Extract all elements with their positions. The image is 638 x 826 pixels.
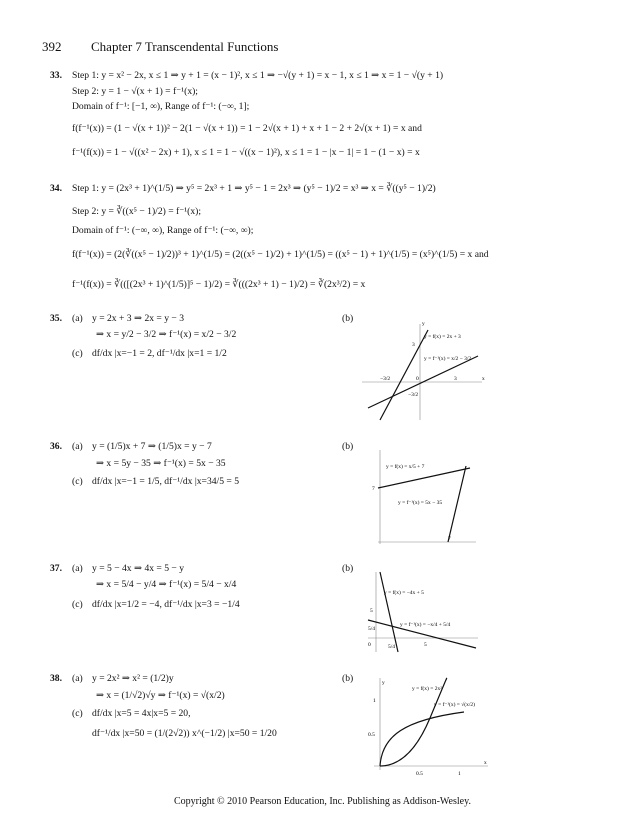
graph-35	[350, 316, 490, 424]
graph-38	[364, 676, 494, 780]
problem-37-number: 37.	[50, 563, 62, 574]
f-inverse-line	[448, 466, 466, 542]
part-a-label: (a)	[72, 441, 83, 452]
part-c-label: (c)	[72, 476, 83, 487]
f-inverse-label: y = f⁻¹(x) = √(x/2)	[434, 702, 475, 708]
problem-34-line: f(f⁻¹(x)) = (2(∛((x⁵ − 1)/2))³ + 1)^(1/5) = (2((x⁵ − 1)/2) + 1)^(1/5) = ((x⁵ − 1) + 1)^(1/5) = (x⁵)^(1/5) = x and	[72, 249, 489, 260]
problem-34-line: Domain of f⁻¹: (−∞, ∞), Range of f⁻¹: (−∞, ∞);	[72, 225, 254, 236]
part-a-line: y = (1/5)x + 7 ⇒ (1/5)x = y − 7	[92, 441, 212, 452]
copyright-footer: Copyright © 2010 Pearson Education, Inc. Publishing as Addison-Wesley.	[174, 796, 471, 807]
part-c-label: (c)	[72, 599, 83, 610]
part-c-line: df/dx |x=−1 = 1/5, df⁻¹/dx |x=34/5 = 5	[92, 476, 240, 487]
part-c-line: df⁻¹/dx |x=50 = (1/(2√2)) x^(−1/2) |x=50 = 1/20	[92, 728, 277, 739]
part-a-line: ⇒ x = y/2 − 3/2 ⇒ f⁻¹(x) = x/2 − 3/2	[96, 329, 237, 340]
tick-label: 1	[458, 771, 461, 777]
y-axis-label: y	[382, 680, 385, 686]
tick-label: −3/2	[408, 392, 419, 398]
part-b-label: (b)	[342, 313, 354, 324]
part-a-label: (a)	[72, 313, 83, 324]
problem-34-line: f⁻¹(f(x)) = ∛(([(2x³ + 1)^(1/5)]⁵ − 1)/2) = ∛(((2x³ + 1) − 1)/2) = ∛(2x³/2) = x	[72, 279, 366, 290]
part-c-line: df/dx |x=1/2 = −4, df⁻¹/dx |x=3 = −1/4	[92, 599, 240, 610]
part-c-line: df/dx |x=−1 = 2, df⁻¹/dx |x=1 = 1/2	[92, 348, 227, 359]
tick-label: 0	[416, 376, 419, 382]
problem-34-line: Step 1: y = (2x³ + 1)^(1/5) ⇒ y⁵ = 2x³ + 1 ⇒ y⁵ − 1 = 2x³ ⇒ (y⁵ − 1)/2 = x³ ⇒ x = ∛((y⁵ − 1)/2)	[72, 183, 436, 194]
f-label: y = f(x) = 2x + 3	[424, 334, 461, 340]
problem-33-line: f⁻¹(f(x)) = 1 − √((x² − 2x) + 1), x ≤ 1 = 1 − √((x − 1)²), x ≤ 1 = 1 − |x − 1| = 1 − (1 − x) = x	[72, 147, 420, 158]
f-inverse-label: y = f⁻¹(x) = x/2 − 3/2	[424, 356, 472, 362]
part-c-line: df/dx |x=5 = 4x|x=5 = 20,	[92, 708, 191, 719]
part-a-line: y = 2x² ⇒ x² = (1/2)y	[92, 673, 174, 684]
tick-label: 3	[412, 342, 415, 348]
problem-33-number: 33.	[50, 70, 62, 81]
f-label: y = f(x) = x/5 + 7	[386, 464, 425, 470]
problem-33-line: Step 2: y = 1 − √(x + 1) = f⁻¹(x);	[72, 86, 198, 97]
graph-36	[370, 446, 480, 546]
tick-label: 3	[454, 376, 457, 382]
problem-38-number: 38.	[50, 673, 62, 684]
tick-label: 0	[368, 642, 371, 648]
problem-33-line: Step 1: y = x² − 2x, x ≤ 1 ⇒ y + 1 = (x − 1)², x ≤ 1 ⇒ −√(y + 1) = x − 1, x ≤ 1 ⇒ x = 1 − √(y + 1)	[72, 70, 444, 81]
y-axis-label: y	[422, 321, 425, 327]
problem-33-line: Domain of f⁻¹: [−1, ∞), Range of f⁻¹: (−∞, 1];	[72, 101, 250, 112]
problem-35-number: 35.	[50, 313, 62, 324]
tick-label: 1	[373, 698, 376, 704]
x-axis-label: x	[484, 760, 487, 766]
problem-33-line: f(f⁻¹(x)) = (1 − √(x + 1))² − 2(1 − √(x + 1)) = 1 − 2√(x + 1) + x + 1 − 2 + 2√(x + 1) = x and	[72, 123, 422, 134]
part-a-line: y = 2x + 3 ⇒ 2x = y − 3	[92, 313, 185, 324]
part-b-label: (b)	[342, 441, 354, 452]
f-inverse-label: y = f⁻¹(x) = 5x − 35	[398, 500, 443, 506]
problem-34-number: 34.	[50, 183, 62, 194]
part-c-label: (c)	[72, 348, 83, 359]
f-label: y = f(x) = 2x²	[412, 686, 442, 692]
problem-36-number: 36.	[50, 441, 62, 452]
f-inverse-curve	[380, 712, 464, 766]
chapter-title: Chapter 7 Transcendental Functions	[91, 39, 279, 54]
f-inverse-label: y = f⁻¹(x) = −x/4 + 5/4	[400, 622, 451, 628]
f-label: y = f(x) = −4x + 5	[384, 590, 424, 596]
tick-label: 5/4	[368, 626, 376, 632]
tick-label: 7	[372, 486, 375, 492]
tick-label: 7	[448, 536, 451, 542]
problem-34-line: Step 2: y = ∛((x⁵ − 1)/2) = f⁻¹(x);	[72, 206, 202, 217]
part-a-label: (a)	[72, 563, 83, 574]
tick-label: 5/4	[388, 644, 396, 650]
f-line	[378, 468, 470, 488]
tick-label: 5	[370, 608, 373, 614]
part-a-line: ⇒ x = 5y − 35 ⇒ f⁻¹(x) = 5x − 35	[96, 458, 226, 469]
graph-37	[362, 568, 482, 656]
f-line	[380, 572, 398, 652]
x-axis-label: x	[482, 376, 485, 382]
tick-label: −3/2	[380, 376, 391, 382]
part-c-label: (c)	[72, 708, 83, 719]
part-a-line: y = 5 − 4x ⇒ 4x = 5 − y	[92, 563, 185, 574]
part-a-line: ⇒ x = 5/4 − y/4 ⇒ f⁻¹(x) = 5/4 − x/4	[96, 579, 237, 590]
part-b-label: (b)	[342, 563, 354, 574]
part-a-line: ⇒ x = (1/√2)√y ⇒ f⁻¹(x) = √(x/2)	[96, 690, 225, 701]
page-number: 392	[42, 39, 62, 54]
f-line	[380, 330, 428, 420]
part-b-label: (b)	[342, 673, 354, 684]
tick-label: 0.5	[368, 732, 375, 738]
tick-label: 0.5	[416, 771, 423, 777]
tick-label: 5	[424, 642, 427, 648]
part-a-label: (a)	[72, 673, 83, 684]
